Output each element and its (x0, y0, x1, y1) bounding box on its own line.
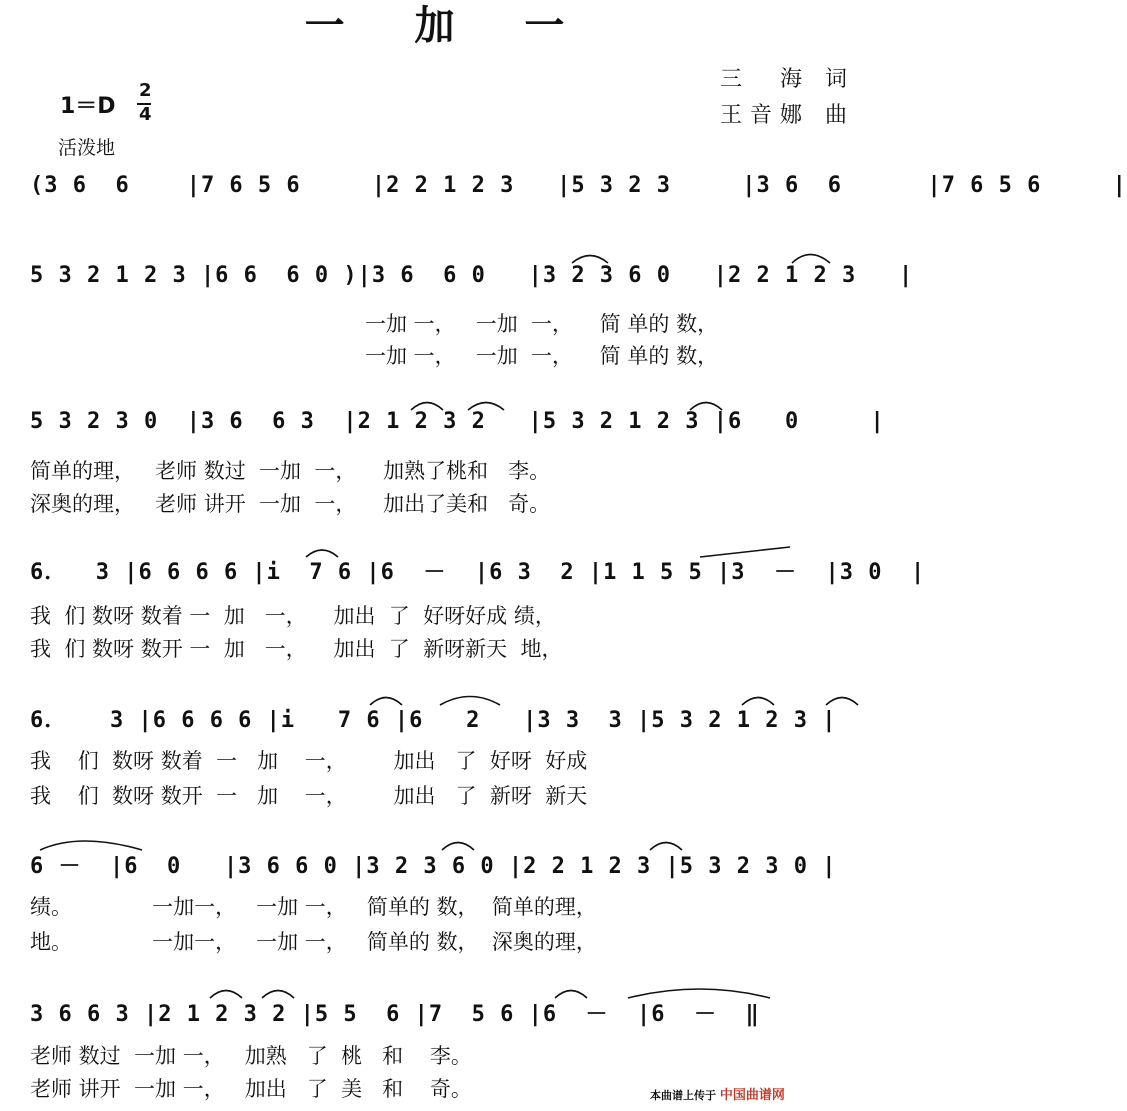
footer-brand[interactable]: 中国曲谱网 (719, 1088, 785, 1103)
composer-credit: 王音娜 曲 (720, 103, 855, 128)
lyric-line-3-verse-1: 简单的理， 老师 数过 一加 一， 加熟了桃和 李。 (30, 459, 551, 483)
time-signature-bottom: 4 (139, 104, 152, 125)
song-title: 一 加 一 (304, 2, 593, 49)
lyric-line-5-verse-1: 我 们 数呀 数着 一 加 一， 加出 了 好呀 好成 (30, 749, 588, 773)
notation-line-4: 6． 3 |6 6 6 6 |i 7 6 |6 － |6 3 2 |1 1 5 5 |3 － |3 0 | (30, 560, 926, 585)
tempo-marking: 活泼地 (58, 137, 116, 159)
notation-line-1: (3 6 6 |7 6 5 6 |2 2 1 2 3 |5 3 2 3 |3 6 6 |7 6 5 6 | (30, 173, 1127, 198)
lyric-line-6-verse-1: 绩。 一加一， 一加 一， 简单的 数， 简单的理， (30, 895, 597, 919)
lyric-line-7-verse-2: 老师 讲开 一加 一， 加出 了 美 和 奇。 (30, 1077, 472, 1101)
time-signature-top: 2 (139, 80, 152, 101)
key-signature: 1＝D (60, 94, 116, 119)
lyric-line-4-verse-1: 我 们 数呀 数着 一 加 一， 加出 了 好呀好成 绩， (30, 604, 556, 628)
notation-line-2: 5 3 2 1 2 3 |6 6 6 0 )|3 6 6 0 |3 2 3 6 0 |2 2 1 2 3 | (30, 263, 914, 288)
lyric-line-3-verse-2: 深奥的理， 老师 讲开 一加 一， 加出了美和 奇。 (30, 492, 551, 516)
lyric-line-5-verse-2: 我 们 数呀 数开 一 加 一， 加出 了 新呀 新天 (30, 784, 588, 808)
lyric-line-2-verse-2: 一加 一， 一加 一， 简 单的 数， (365, 344, 719, 368)
notation-line-6: 6 － |6 0 |3 6 6 0 |3 2 3 6 0 |2 2 1 2 3 |5 3 2 3 0 | (30, 854, 837, 879)
lyricist-credit: 三 海 词 (720, 67, 855, 92)
notation-line-3: 5 3 2 3 0 |3 6 6 3 |2 1 2 3 2 |5 3 2 1 2 3 |6 0 | (30, 409, 885, 434)
lyric-line-6-verse-2: 地。 一加一， 一加 一， 简单的 数， 深奥的理， (30, 930, 597, 954)
lyric-line-7-verse-1: 老师 数过 一加 一， 加熟 了 桃 和 李。 (30, 1044, 472, 1068)
notation-line-7: 3 6 6 3 |2 1 2 3 2 |5 5 6 |7 5 6 |6 － |6 － ‖ (30, 1002, 760, 1027)
lyric-line-4-verse-2: 我 们 数呀 数开 一 加 一， 加出 了 新呀新天 地， (30, 637, 563, 661)
upload-footer (650, 1084, 785, 1103)
lyric-line-2-verse-1: 一加 一， 一加 一， 简 单的 数， (365, 312, 719, 336)
footer-prefix: 本曲谱上传于 (650, 1089, 716, 1102)
notation-line-5: 6． 3 |6 6 6 6 |i 7 6 |6 2 |3 3 3 |5 3 2 1 2 3 | (30, 708, 837, 733)
